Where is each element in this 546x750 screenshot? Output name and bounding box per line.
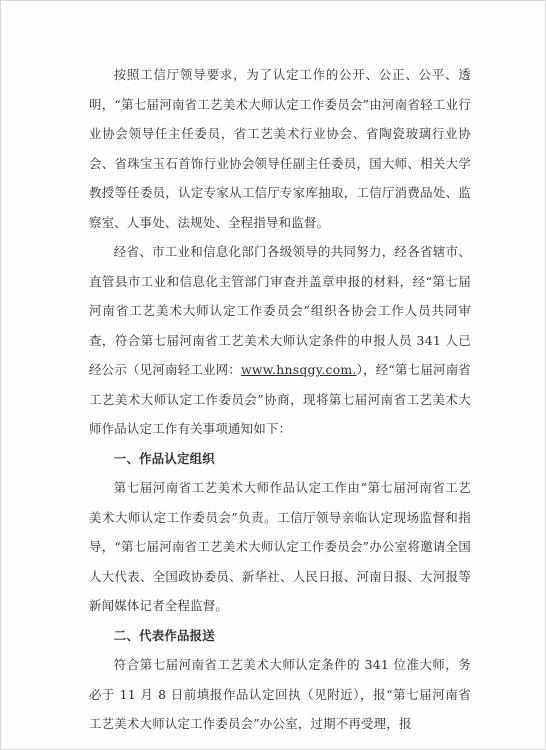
paragraph-review xyxy=(89,237,471,444)
paragraph-supervision: 按照工信厅领导要求，为了认定工作的公开、公正、公平、透明，“第七届河南省工艺美术大师认定工作委员会”由河南省轻工业行业协会领导任主任委员，省工艺美术行业协会、省陶瓷玻璃行业协会、省珠宝玉石首饰行业协会领导任副主任委员，国大师、相关大学教授等任委员，认定专家从工信厅专家库抽取，工信厅消费品处、监察室、人事处、法规处、全程指导和监督。 xyxy=(89,67,471,230)
paragraph-review-text-a: 经省、市工业和信息化部门各级领导的共同努力，经各省辖市、直管县市工业和信息化主管部门审查并盖章申报的材料，经“第七届河南省工艺美术大师认定工作委员会”组织各协会工作人员共同审查，符合第七届河南省工艺美术大师认定条件的申报人员 341 人已经公示（见河南轻工业网： xyxy=(89,244,471,377)
website-link[interactable]: www.hnsqgy.com. xyxy=(241,362,357,377)
section-heading-2: 二、代表作品报送 xyxy=(113,627,215,643)
document-body xyxy=(89,60,471,739)
paragraph-submission: 符合第七届河南省工艺美术大师认定条件的 341 位准大师，务必于 11 月 8 日前填报作品认定回执（见附近），报“第七届河南省工艺美术大师认定工作委员会”办公室，过期不再受理，报 xyxy=(89,657,471,731)
paragraph-review-text-b: ），经“第七届河南省工艺美术大师认定工作委员会”协商，现将第七届河南省工艺美术大师作品认定工作有关事项通知如下： xyxy=(89,362,472,436)
paragraph-organization: 第七届河南省工艺美术大师作品认定工作由“第七届河南省工艺美术大师认定工作委员会”负责。工信厅领导亲临认定现场监督和指导，“第七届河南省工艺美术大师认定工作委员会”办公室将邀请全国人大代表、全国政协委员、新华社、人民日报、河南日报、大河报等新闻媒体记者全程监督。 xyxy=(89,480,471,613)
section-heading-1: 一、作品认定组织 xyxy=(113,450,215,466)
